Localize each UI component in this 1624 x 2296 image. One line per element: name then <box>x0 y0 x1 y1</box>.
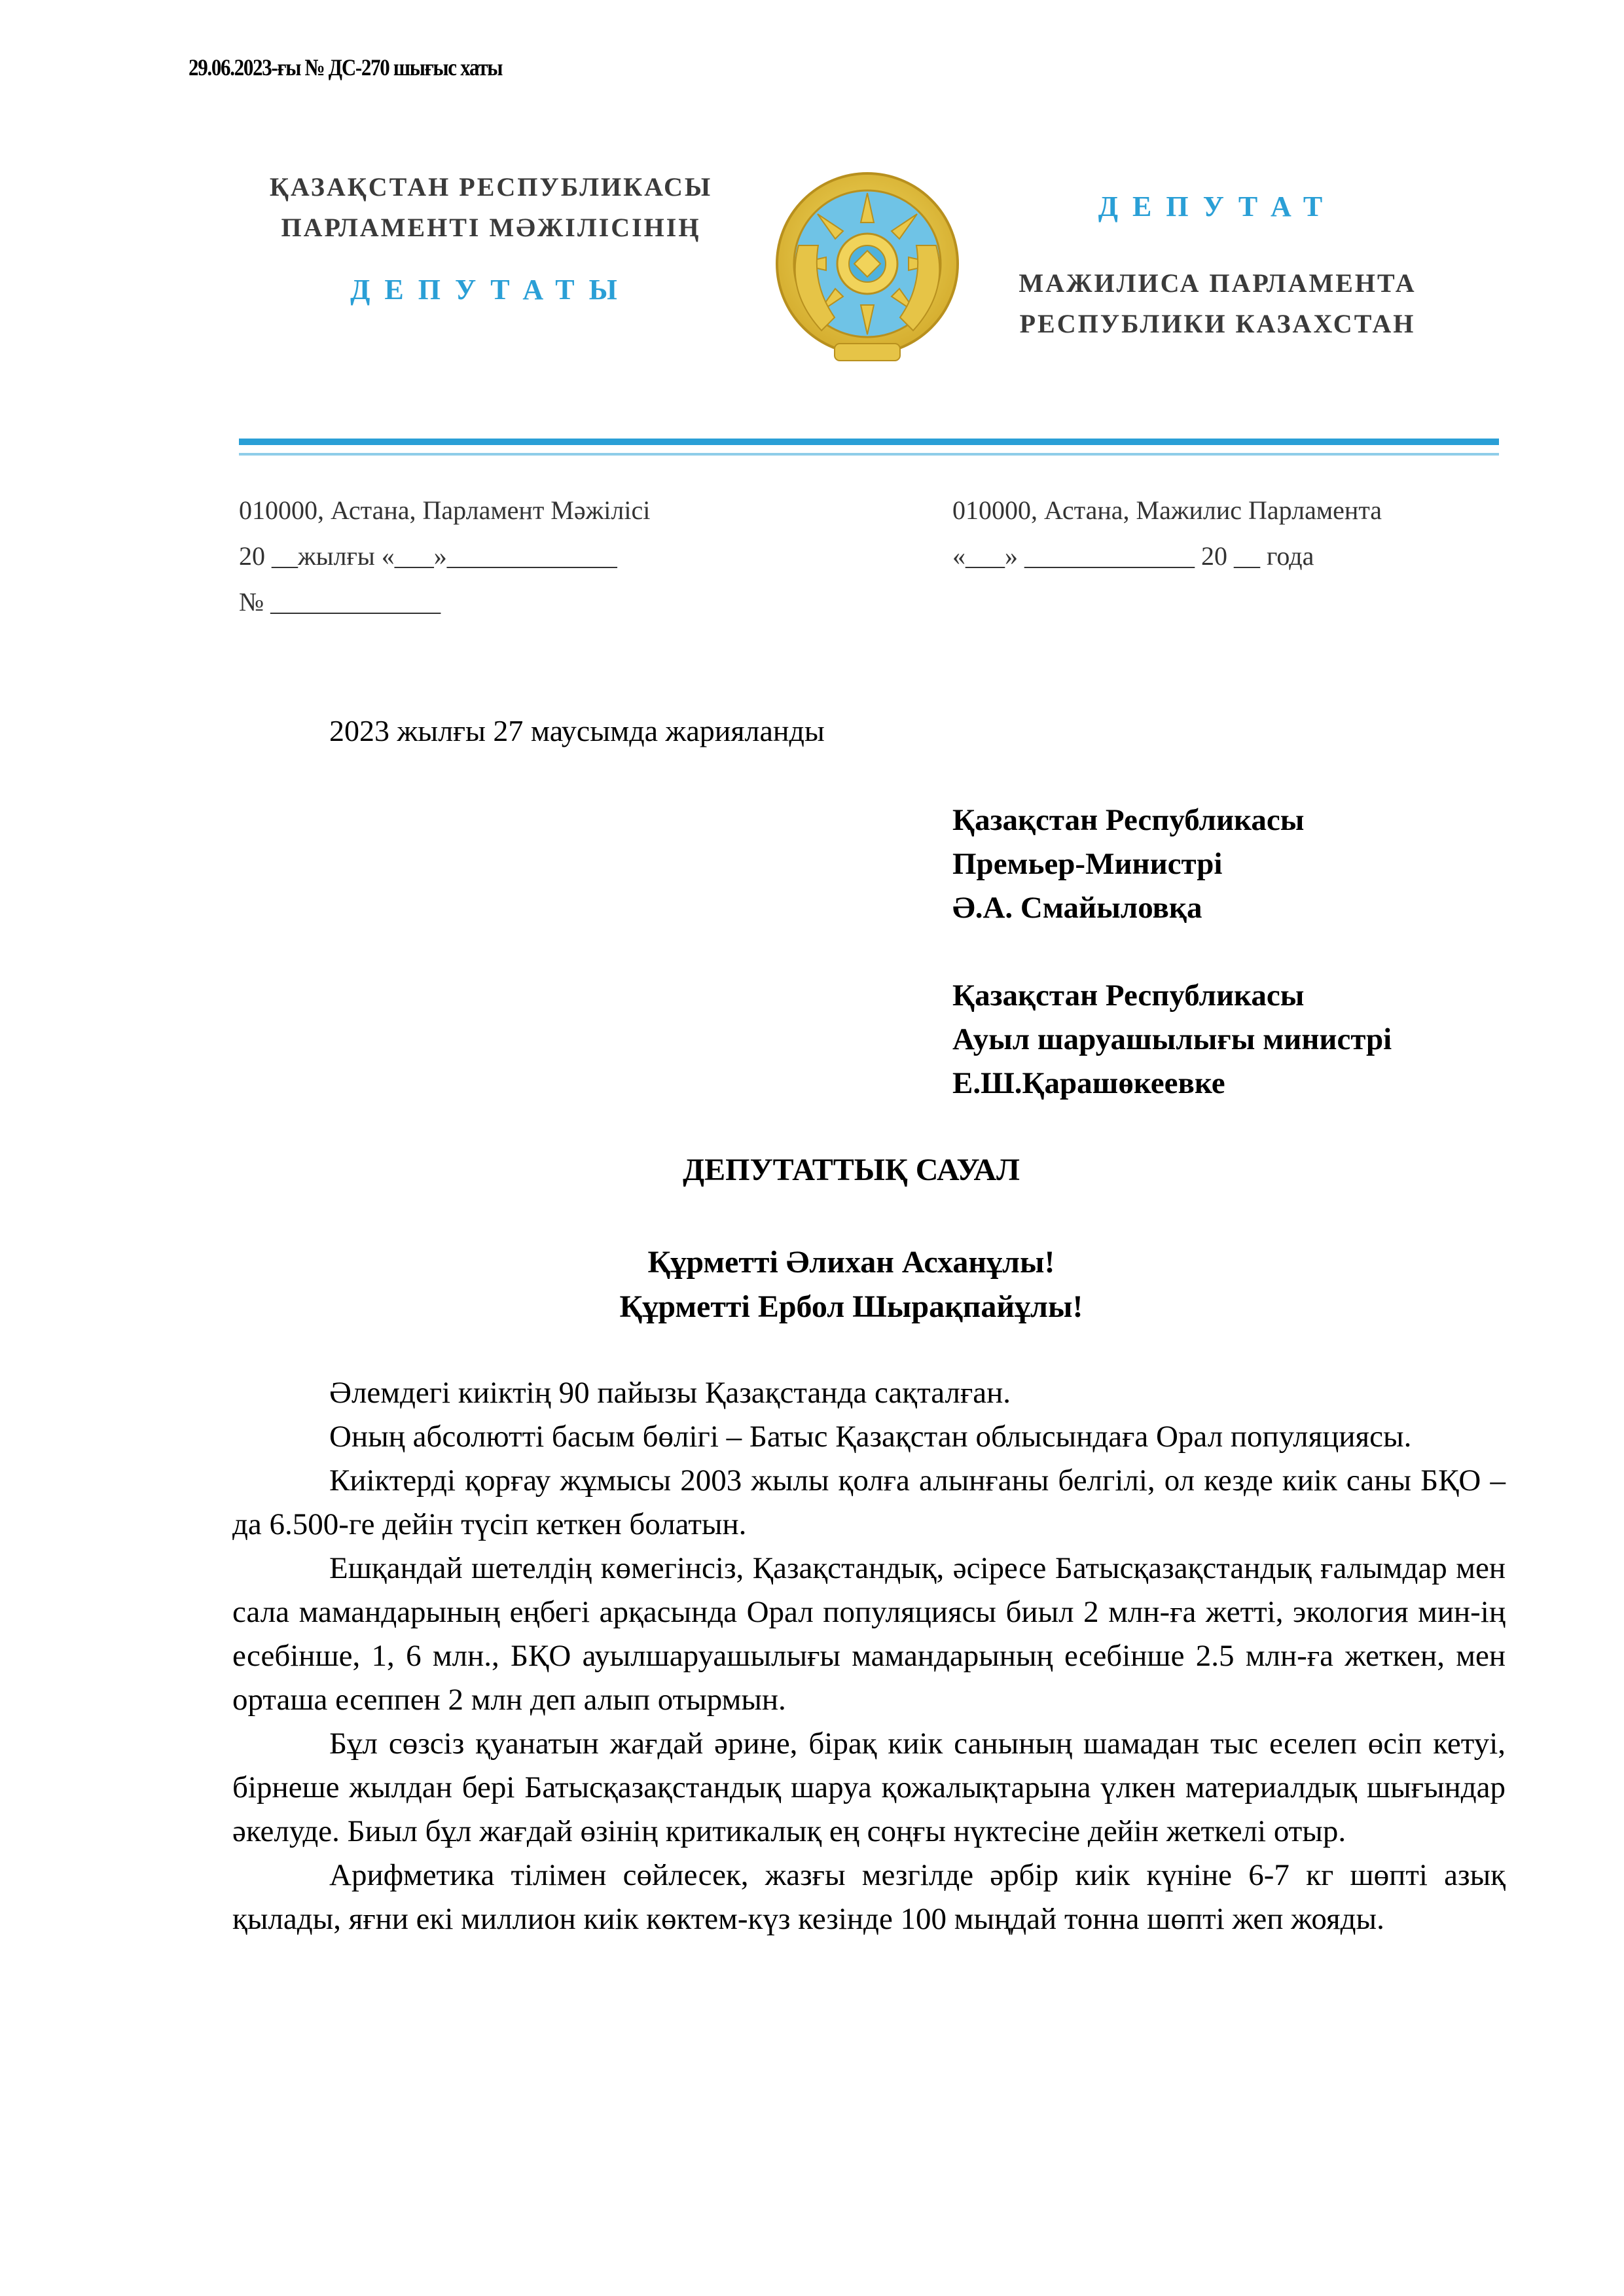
body-text <box>232 1371 1506 1941</box>
address-kz-line3: № _____________ <box>239 587 441 617</box>
letterhead-kz-line2: ПАРЛАМЕНТІ МӘЖІЛІСІНІҢ <box>281 213 701 242</box>
address-kz-line2: 20 __жылғы «___»_____________ <box>239 541 617 571</box>
letterhead-divider-thin <box>239 453 1499 456</box>
recipient-line: Қазақстан Республикасы <box>952 978 1305 1013</box>
letterhead-russian-block <box>969 183 1466 344</box>
paragraph: Арифметика тілімен сөйлесек, жазғы мезгілде әрбір киік күніне 6-7 кг шөпті азық қылады, яғни екі миллион киік көктем-күз кезінде 100 мыңдай тонна шөпті жеп жояды. <box>232 1858 1506 1936</box>
paragraph: Киіктерді қорғау жұмысы 2003 жылы қолға алынғаны белгілі, ол кезде киік саны БҚО –да 6.500-ге дейін түсіп кеткен болатын. <box>232 1463 1506 1541</box>
letterhead-divider <box>239 439 1499 445</box>
letterhead-ru-deputy: ДЕПУТАТ <box>1098 190 1337 223</box>
recipient-line: Ауыл шаруашылығы министрі <box>952 1022 1392 1056</box>
letterhead-kz-deputy: ДЕПУТАТЫ <box>350 274 632 306</box>
recipient-agriculture-minister <box>952 974 1392 1105</box>
outgoing-reference: 29.06.2023-ғы № ДС-270 шығыс хаты <box>189 54 503 81</box>
address-kazakh <box>239 488 650 625</box>
recipient-prime-minister <box>952 798 1392 930</box>
document-title: ДЕПУТАТТЫҚ САУАЛ <box>683 1153 1020 1187</box>
letterhead-ru-line2: РЕСПУБЛИКИ КАЗАХСТАН <box>1019 309 1416 338</box>
paragraph: Оның абсолютті басым бөлігі – Батыс Қазақстан облысындаға Орал популяциясы. <box>329 1420 1412 1454</box>
state-emblem-icon <box>772 167 962 370</box>
address-kz-line1: 010000, Астана, Парламент Мәжілісі <box>239 495 651 525</box>
recipient-line: Премьер-Министрі <box>952 847 1223 881</box>
paragraph: Бұл сөзсіз қуанатын жағдай әрине, бірақ киік санының шамадан тыс еселеп өсіп кетуі, бірнеше жылдан бері Батысқазақстандық шаруа қожалықтарына үлкен материалдық шығындар әкелуде. Биыл бұл жағдай өзінің критикалық ең соңғы нүктесіне дейін жеткелі отыр. <box>232 1727 1506 1848</box>
address-ru-line2: «___» _____________ 20 __ года <box>952 541 1314 571</box>
recipient-line: Е.Ш.Қарашөкеевке <box>952 1066 1225 1100</box>
recipient-line: Қазақстан Республикасы <box>952 803 1305 837</box>
paragraph: Әлемдегі киіктің 90 пайызы Қазақстанда сақталған. <box>329 1376 1011 1410</box>
greeting-line: Құрметті Ербол Шырақпайұлы! <box>619 1289 1083 1324</box>
greeting <box>0 1240 1624 1329</box>
paragraph: Ешқандай шетелдің көмегінсіз, Қазақстандық, әсіресе Батысқазақстандық ғалымдар мен сала мамандарының еңбегі арқасында Орал популяциясы биыл 2 млн-ға жетті, экология мин-ің есебінше, 1, 6 млн., БҚО ауылшаруашылығы мамандарының есебінше 2.5 млн-ға жеткен, мен орташа есеппен 2 млн деп алып отырмын. <box>232 1551 1506 1717</box>
recipients <box>952 798 1392 1105</box>
recipient-line: Ә.А. Смайыловқа <box>952 891 1202 925</box>
published-date: 2023 жылғы 27 маусымда жарияланды <box>329 714 825 747</box>
letterhead <box>229 167 1506 625</box>
letterhead-ru-line1: МАЖИЛИСА ПАРЛАМЕНТА <box>1019 268 1416 298</box>
letterhead-kazakh-block <box>229 167 753 314</box>
address-ru-line1: 010000, Астана, Мажилис Парламента <box>952 495 1382 525</box>
greeting-line: Құрметті Әлихан Асханұлы! <box>647 1245 1055 1280</box>
address-russian <box>952 488 1382 579</box>
letterhead-kz-line1: ҚАЗАҚСТАН РЕСПУБЛИКАСЫ <box>269 172 713 202</box>
